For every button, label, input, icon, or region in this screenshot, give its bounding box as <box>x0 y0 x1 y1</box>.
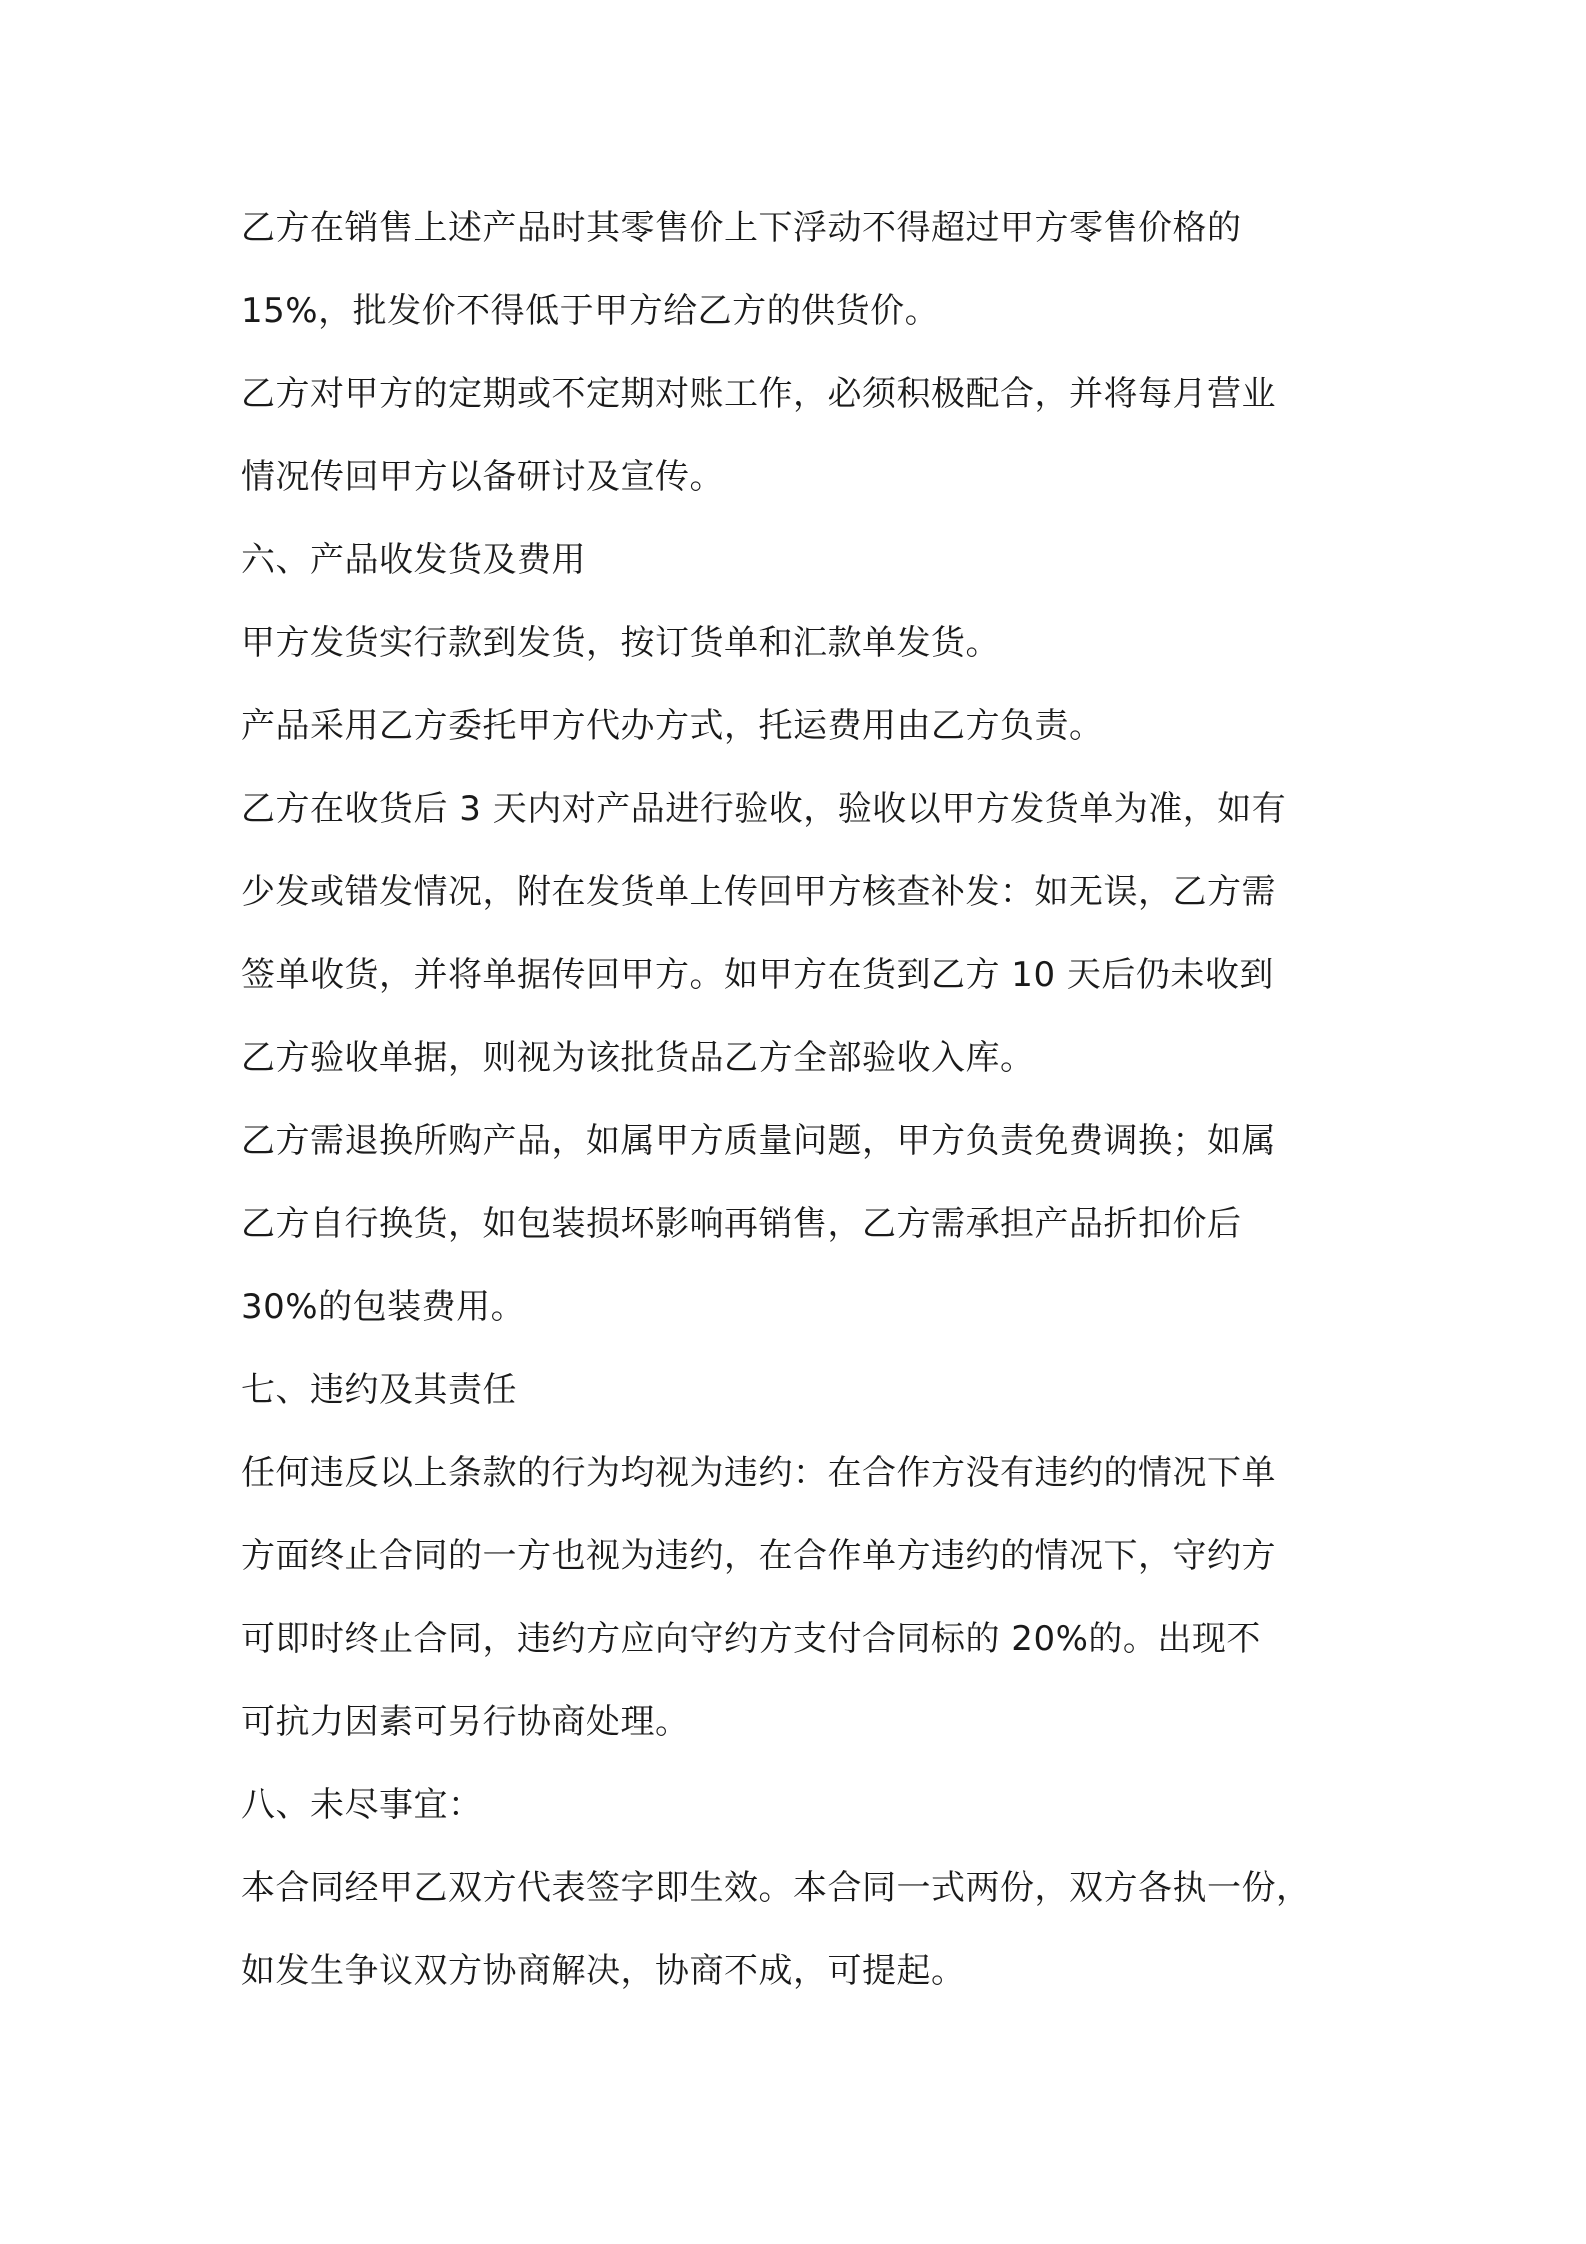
body-text-line: 乙方验收单据，则视为该批货品乙方全部验收入库。 <box>241 1038 1035 1078</box>
body-text-line: 本合同经甲乙双方代表签字即生效。本合同一式两份，双方各执一份， <box>241 1868 1311 1908</box>
body-text-line: 乙方自行换货，如包装损坏影响再销售，乙方需承担产品折扣价后 <box>241 1204 1242 1244</box>
body-text-line: 产品采用乙方委托甲方代办方式，托运费用由乙方负责。 <box>241 706 1104 746</box>
section-heading: 七、违约及其责任 <box>241 1370 517 1410</box>
body-text-line: 签单收货，并将单据传回甲方。如甲方在货到乙方 10 天后仍未收到 <box>241 955 1274 995</box>
body-text-line: 如发生争议双方协商解决，协商不成，可提起。 <box>241 1951 966 1991</box>
body-text-line: 乙方在收货后 3 天内对产品进行验收，验收以甲方发货单为准，如有 <box>241 789 1287 829</box>
body-text-line: 情况传回甲方以备研讨及宣传。 <box>241 457 724 497</box>
body-text-line: 方面终止合同的一方也视为违约，在合作单方违约的情况下，守约方 <box>241 1536 1276 1576</box>
body-text-line: 30%的包装费用。 <box>241 1287 526 1327</box>
body-text-line: 可抗力因素可另行协商处理。 <box>241 1702 690 1742</box>
body-text-line: 可即时终止合同，违约方应向守约方支付合同标的 20%的。出现不 <box>241 1619 1261 1659</box>
body-text-line: 15%，批发价不得低于甲方给乙方的供货价。 <box>241 291 940 331</box>
body-text-line: 少发或错发情况，附在发货单上传回甲方核查补发：如无误，乙方需 <box>241 872 1276 912</box>
body-text-line: 乙方需退换所购产品，如属甲方质量问题，甲方负责免费调换；如属 <box>241 1121 1276 1161</box>
body-text-line: 乙方在销售上述产品时其零售价上下浮动不得超过甲方零售价格的 <box>241 208 1242 248</box>
section-heading: 六、产品收发货及费用 <box>241 540 586 580</box>
body-text-line: 乙方对甲方的定期或不定期对账工作，必须积极配合，并将每月营业 <box>241 374 1276 414</box>
body-text-line: 任何违反以上条款的行为均视为违约：在合作方没有违约的情况下单 <box>241 1453 1276 1493</box>
section-heading: 八、未尽事宜： <box>241 1785 483 1825</box>
body-text-line: 甲方发货实行款到发货，按订货单和汇款单发货。 <box>241 623 1000 663</box>
